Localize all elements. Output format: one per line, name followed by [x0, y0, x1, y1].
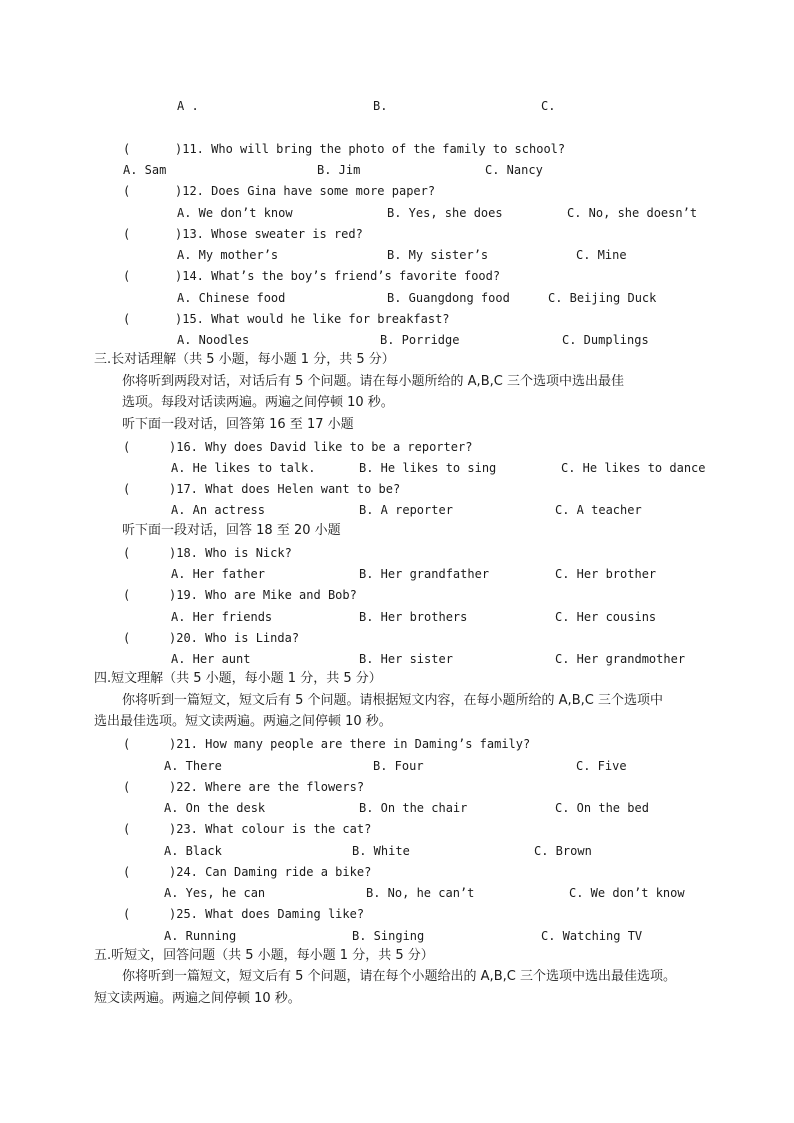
question-text: )21. How many people are there in Daming’s family? — [169, 737, 531, 751]
q11-option-b: B. Jim — [317, 163, 361, 177]
answer-blank[interactable]: ( — [123, 482, 131, 496]
q21-option-c: C. Five — [576, 759, 627, 773]
q20-option-b: B. Her sister — [359, 652, 453, 666]
question-text: )12. Does Gina have some more paper? — [175, 184, 436, 198]
section-5-heading: 五.听短文，回答问题（共 5 小题，每小题 1 分，共 5 分） — [94, 948, 434, 963]
q14-option-a: A. Chinese food — [177, 291, 286, 305]
section-4-heading: 四.短文理解（共 5 小题，每小题 1 分，共 5 分） — [94, 671, 382, 686]
q15-option-a: A. Noodles — [177, 333, 250, 347]
question-22 — [123, 780, 364, 794]
q11-option-a: A. Sam — [123, 163, 167, 177]
q16-option-c: C. He likes to dance — [561, 461, 706, 475]
q16-option-a: A. He likes to talk. — [171, 461, 316, 475]
section-3-heading: 三.长对话理解（共 5 小题，每小题 1 分，共 5 分） — [94, 352, 395, 367]
question-text: )19. Who are Mike and Bob? — [169, 588, 357, 602]
q25-option-a: A. Running — [164, 929, 237, 943]
q23-option-c: C. Brown — [534, 844, 592, 858]
q19-option-b: B. Her brothers — [359, 610, 468, 624]
q21-option-a: A. There — [164, 759, 222, 773]
q17-option-a: A. An actress — [171, 503, 265, 517]
question-16 — [123, 440, 472, 454]
q17-option-c: C. A teacher — [555, 503, 642, 517]
question-text: )16. Why does David like to be a reporter? — [169, 440, 473, 454]
option-c: C. — [541, 99, 556, 113]
answer-blank[interactable]: ( — [123, 737, 131, 751]
q18-option-b: B. Her grandfather — [359, 567, 490, 581]
q13-option-a: A. My mother’s — [177, 248, 279, 262]
section-3-part-1: 听下面一段对话，回答第 16 至 17 小题 — [122, 417, 354, 432]
q19-option-c: C. Her cousins — [555, 610, 657, 624]
q13-option-b: B. My sister’s — [387, 248, 489, 262]
section-5-instruction-1: 你将听到一篇短文，短文后有 5 个问题，请在每个小题给出的 A,B,C 三个选项中选出最佳选项。 — [122, 969, 676, 984]
question-text: )13. Whose sweater is red? — [175, 227, 363, 241]
q11-option-c: C. Nancy — [485, 163, 543, 177]
q24-option-c: C. We don’t know — [569, 886, 685, 900]
q24-option-a: A. Yes, he can — [164, 886, 266, 900]
answer-blank[interactable]: ( — [123, 780, 131, 794]
q23-option-a: A. Black — [164, 844, 222, 858]
question-text: )23. What colour is the cat? — [169, 822, 372, 836]
answer-blank[interactable]: ( — [123, 588, 131, 602]
q25-option-b: B. Singing — [352, 929, 425, 943]
question-13 — [123, 227, 363, 241]
question-14 — [123, 269, 500, 283]
option-b: B. — [373, 99, 388, 113]
q12-option-b: B. Yes, she does — [387, 206, 503, 220]
question-text: )11. Who will bring the photo of the family to school? — [175, 142, 566, 156]
q18-option-c: C. Her brother — [555, 567, 657, 581]
question-11 — [123, 142, 565, 156]
question-text: )20. Who is Linda? — [169, 631, 300, 645]
answer-blank[interactable]: ( — [123, 865, 131, 879]
q18-option-a: A. Her father — [171, 567, 265, 581]
question-17 — [123, 482, 400, 496]
question-12 — [123, 184, 435, 198]
question-text: )17. What does Helen want to be? — [169, 482, 401, 496]
q24-option-b: B. No, he can’t — [366, 886, 475, 900]
q23-option-b: B. White — [352, 844, 410, 858]
section-5-instruction-2: 短文读两遍。两遍之间停顿 10 秒。 — [94, 991, 301, 1006]
q12-option-c: C. No, she doesn’t — [567, 206, 698, 220]
q22-option-b: B. On the chair — [359, 801, 468, 815]
answer-blank[interactable]: ( — [123, 142, 131, 156]
section-3-instruction-2: 选项。每段对话读两遍。两遍之间停顿 10 秒。 — [122, 395, 394, 410]
option-a: A . — [177, 99, 199, 113]
q21-option-b: B. Four — [373, 759, 424, 773]
answer-blank[interactable]: ( — [123, 184, 131, 198]
question-text: )18. Who is Nick? — [169, 546, 292, 560]
q14-option-b: B. Guangdong food — [387, 291, 510, 305]
question-18 — [123, 546, 292, 560]
question-21 — [123, 737, 530, 751]
q14-option-c: C. Beijing Duck — [548, 291, 657, 305]
answer-blank[interactable]: ( — [123, 822, 131, 836]
q19-option-a: A. Her friends — [171, 610, 273, 624]
q13-option-c: C. Mine — [576, 248, 627, 262]
question-20 — [123, 631, 299, 645]
question-19 — [123, 588, 357, 602]
question-text: )25. What does Daming like? — [169, 907, 365, 921]
section-4-instruction-2: 选出最佳选项。短文读两遍。两遍之间停顿 10 秒。 — [94, 714, 392, 729]
question-15 — [123, 312, 450, 326]
q16-option-b: B. He likes to sing — [359, 461, 497, 475]
q17-option-b: B. A reporter — [359, 503, 453, 517]
answer-blank[interactable]: ( — [123, 312, 131, 326]
answer-blank[interactable]: ( — [123, 440, 131, 454]
answer-blank[interactable]: ( — [123, 546, 131, 560]
question-24 — [123, 865, 371, 879]
question-text: )14. What’s the boy’s friend’s favorite food? — [175, 269, 501, 283]
question-text: )24. Can Daming ride a bike? — [169, 865, 372, 879]
section-3-instruction-1: 你将听到两段对话，对话后有 5 个问题。请在每小题所给的 A,B,C 三个选项中选出最佳 — [122, 374, 624, 389]
q20-option-c: C. Her grandmother — [555, 652, 686, 666]
answer-blank[interactable]: ( — [123, 227, 131, 241]
question-23 — [123, 822, 371, 836]
q20-option-a: A. Her aunt — [171, 652, 251, 666]
question-25 — [123, 907, 364, 921]
q15-option-b: B. Porridge — [380, 333, 460, 347]
q22-option-a: A. On the desk — [164, 801, 266, 815]
q15-option-c: C. Dumplings — [562, 333, 649, 347]
answer-blank[interactable]: ( — [123, 631, 131, 645]
q12-option-a: A. We don’t know — [177, 206, 293, 220]
q25-option-c: C. Watching TV — [541, 929, 643, 943]
q22-option-c: C. On the bed — [555, 801, 649, 815]
question-text: )22. Where are the flowers? — [169, 780, 365, 794]
answer-blank[interactable]: ( — [123, 269, 131, 283]
answer-blank[interactable]: ( — [123, 907, 131, 921]
section-4-instruction-1: 你将听到一篇短文，短文后有 5 个问题。请根据短文内容，在每小题所给的 A,B,C 三个选项中 — [122, 693, 663, 708]
section-3-part-2: 听下面一段对话，回答 18 至 20 小题 — [122, 523, 341, 538]
question-text: )15. What would he like for breakfast? — [175, 312, 450, 326]
